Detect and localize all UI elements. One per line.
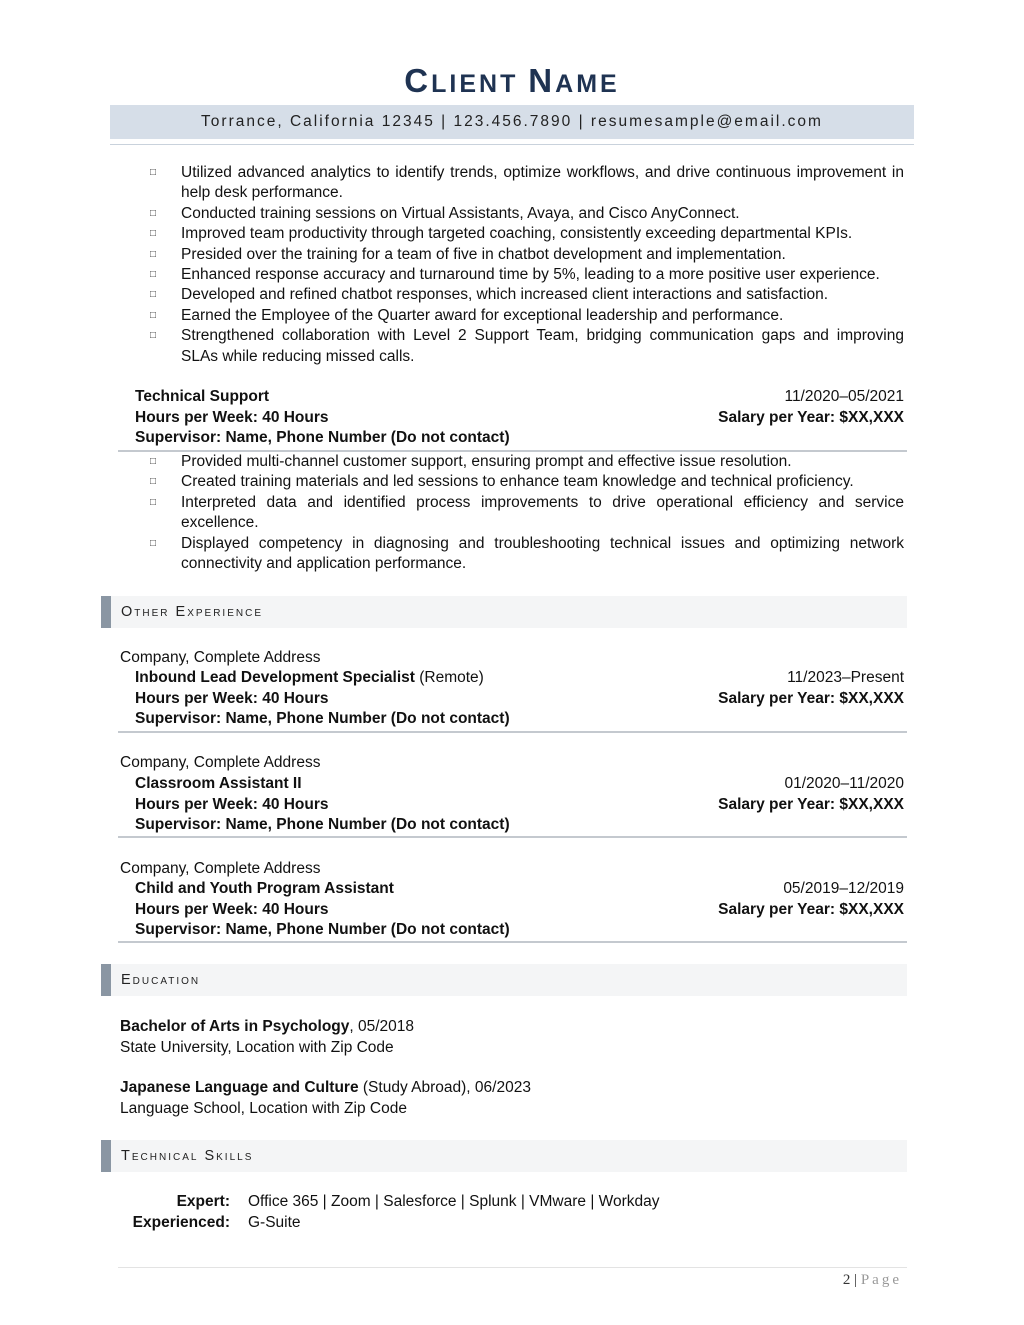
degree: Japanese Language and Culture [120, 1079, 359, 1096]
list-item: □ Utilized advanced analytics to identify trends, optimize workflows, and drive continuous improvement in help desk performance. [150, 164, 904, 202]
job-entry [135, 668, 904, 730]
skill-label: Experienced: [132, 1213, 230, 1231]
list-item: □ Interpreted data and identified process improvements to drive operational efficiency and service excellence. [150, 493, 904, 532]
skill-row [120, 1213, 660, 1234]
footer-divider [118, 1267, 907, 1268]
section-title: Education [121, 972, 201, 988]
bullet-icon: □ [150, 330, 157, 342]
job-hours: Hours per Week: 40 Hours [135, 795, 329, 813]
bullet-icon: □ [150, 476, 157, 488]
job-hours: Hours per Week: 40 Hours [135, 900, 329, 918]
bullet-icon: □ [150, 207, 157, 219]
section-title: Other Experience [121, 604, 263, 620]
page-word: Page [860, 1272, 902, 1288]
job-salary: Salary per Year: $XX,XXX [718, 689, 904, 707]
list-item: □ Developed and refined chatbot responses, which increased client interactions and satisfaction. [150, 285, 904, 305]
divider [118, 836, 907, 838]
degree-detail: , 05/2018 [349, 1018, 415, 1035]
job-supervisor: Supervisor: Name, Phone Number (Do not contact) [135, 921, 510, 938]
section-accent-bar [101, 1140, 111, 1172]
skill-label: Expert: [176, 1193, 230, 1210]
list-item: □ Presided over the training for a team of five in chatbot development and implementation. [150, 245, 904, 265]
section-accent-bar [101, 596, 111, 628]
company-name: Company, Complete Address [120, 649, 321, 666]
company-name: Company, Complete Address [120, 860, 321, 877]
footer-separator: | [850, 1272, 861, 1288]
job-title: Classroom Assistant II [135, 775, 302, 792]
degree-detail: (Study Abroad), 06/2023 [358, 1079, 531, 1096]
school: State University, Location with Zip Code [120, 1038, 394, 1056]
list-item: □ Displayed competency in diagnosing and troubleshooting technical issues and optimizing network connectivity and application performance. [150, 534, 904, 573]
job-salary: Salary per Year: $XX,XXX [718, 795, 904, 813]
job-title: Inbound Lead Development Specialist [135, 669, 415, 686]
bullet-icon: □ [150, 456, 157, 467]
bullet-icon: □ [150, 537, 157, 549]
list-item: □ Earned the Employee of the Quarter award for exceptional leadership and performance. [150, 306, 904, 326]
degree: Bachelor of Arts in Psychology [120, 1018, 350, 1035]
section-accent-bar [101, 964, 111, 996]
bullet-icon: □ [150, 228, 157, 240]
section-other-experience [101, 596, 907, 628]
bullet-icon: □ [150, 289, 157, 301]
list-item: □ Enhanced response accuracy and turnaround time by 5%, leading to a more positive user experience. [150, 265, 904, 285]
section-title: Technical Skills [121, 1148, 254, 1164]
job-salary: Salary per Year: $XX,XXX [718, 900, 904, 918]
bullet-icon: □ [150, 496, 157, 508]
job-title-note: (Remote) [414, 669, 484, 686]
list-item: □ Created training materials and led sessions to enhance team knowledge and technical proficiency. [150, 472, 904, 492]
job-title: Child and Youth Program Assistant [135, 880, 394, 897]
page-number: 2 [842, 1272, 851, 1288]
bullet-icon: □ [150, 309, 157, 321]
section-education [101, 964, 907, 996]
job-dates: 11/2020–05/2021 [784, 388, 904, 405]
bullet-icon: □ [150, 248, 157, 260]
job-salary: Salary per Year: $XX,XXX [718, 408, 904, 426]
company-name: Company, Complete Address [120, 754, 321, 771]
job-dates: 05/2019–12/2019 [783, 880, 904, 897]
job-supervisor: Supervisor: Name, Phone Number (Do not contact) [135, 816, 510, 833]
divider [118, 731, 907, 733]
bullet-icon: □ [150, 167, 157, 178]
education-entry [120, 1017, 414, 1058]
skill-value: G-Suite [248, 1213, 301, 1231]
job-hours: Hours per Week: 40 Hours [135, 689, 329, 707]
list-item: □ Strengthened collaboration with Level 2 Support Team, bridging communication gaps and improving SLAs while reducing missed calls. [150, 327, 904, 365]
job-entry [135, 774, 904, 836]
skills-list [120, 1192, 660, 1233]
job-title: Technical Support [135, 388, 270, 405]
education-entry [120, 1078, 531, 1119]
skill-value: Office 365 | Zoom | Salesforce | Splunk | VMware | Workday [248, 1193, 660, 1210]
skill-row [120, 1192, 660, 1213]
list-item: □ Provided multi-channel customer support, ensuring prompt and effective issue resolution. [150, 452, 904, 472]
job-dates: 01/2020–11/2020 [784, 775, 904, 792]
prior-job-bullets [150, 163, 904, 367]
page-footer [843, 1272, 902, 1289]
divider [118, 941, 907, 943]
candidate-name: CLIENT NAME [404, 62, 620, 99]
job-supervisor: Supervisor: Name, Phone Number (Do not contact) [135, 429, 510, 446]
list-item: □ Improved team productivity through targeted coaching, consistently exceeding departmental KPIs. [150, 224, 904, 244]
list-item: □ Conducted training sessions on Virtual Assistants, Avaya, and Cisco AnyConnect. [150, 204, 904, 224]
contact-info: Torrance, California 12345 | 123.456.7890 | resumesample@email.com [201, 113, 823, 130]
bullet-icon: □ [150, 269, 157, 281]
job-entry [135, 879, 904, 941]
job-dates: 11/2023–Present [787, 669, 904, 686]
section-technical-skills [101, 1140, 907, 1172]
header-divider [110, 144, 914, 145]
job-technical-support [135, 387, 904, 449]
contact-bar [110, 105, 914, 139]
school: Language School, Location with Zip Code [120, 1099, 407, 1117]
tech-support-bullets [150, 452, 904, 574]
job-hours: Hours per Week: 40 Hours [135, 408, 329, 426]
job-supervisor: Supervisor: Name, Phone Number (Do not contact) [135, 710, 510, 727]
